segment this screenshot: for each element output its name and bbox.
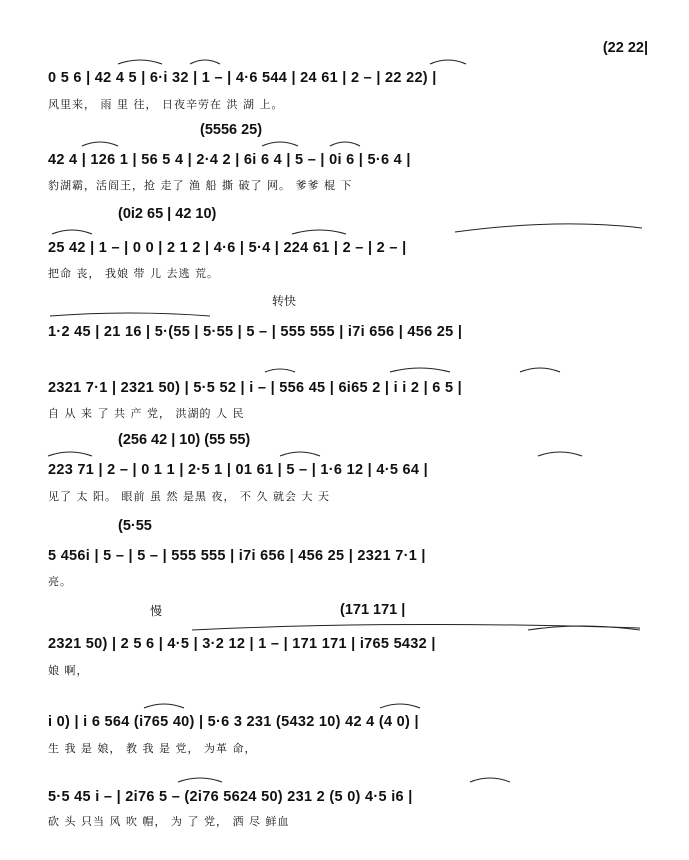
row-2-notes: 42 4 | 126 1 | 56 5 4 | 2·4 2 | 6i 6 4 | 5 – | 0i 6 | 5·6 4 | bbox=[48, 152, 411, 168]
row-1-accompaniment: (22 22| bbox=[602, 40, 648, 56]
row-7-notes: 5 456i | 5 – | 5 – | 555 555 | i7i 656 | 456 25 | 2321 7·1 | bbox=[48, 548, 426, 564]
row-10-lyrics: 砍 头 只当 风 吹 帽， 为 了 党， 洒 尽 鲜血 bbox=[48, 815, 290, 828]
row-5-notes: 2321 7·1 | 2321 50) | 5·5 52 | i – | 556 45 | 6i65 2 | i i 2 | 6 5 | bbox=[48, 380, 463, 396]
row-8-notes: 2321 50) | 2 5 6 | 4·5 | 3·2 12 | 1 – | 171 171 | i765 5432 | bbox=[48, 636, 436, 652]
row-6-accompaniment: (256 42 | 10) (55 55) bbox=[118, 432, 251, 448]
row-8-accompaniment: (171 171 | bbox=[340, 602, 406, 618]
row-2-lyrics: 豹湖霸，活阎王，抢 走了 渔 船 撕 破了 网。 爹爹 棍 下 bbox=[48, 179, 353, 192]
row-3-lyrics: 把命 丧， 我娘 带 儿 去逃 荒。 bbox=[48, 267, 219, 280]
tempo-mark-slow: 慢 bbox=[150, 604, 163, 618]
row-9-notes: i 0) | i 6 564 (i765 40) | 5·6 3 231 (5432 10) 42 4 (4 0) | bbox=[48, 714, 419, 730]
row-5-lyrics: 自 从 来 了 共 产 党， 洪湖的 人 民 bbox=[48, 407, 245, 420]
row-6-notes: 223 71 | 2 – | 0 1 1 | 2·5 1 | 01 61 | 5 – | 1·6 12 | 4·5 64 | bbox=[48, 462, 428, 478]
row-2-accompaniment: (5556 25) bbox=[200, 122, 263, 138]
row-7-lyrics: 亮。 bbox=[48, 575, 72, 588]
row-7-accompaniment: (5·55 bbox=[118, 518, 152, 534]
row-4-notes: 1·2 45 | 21 16 | 5·(55 | 5·55 | 5 – | 555 555 | i7i 656 | 456 25 | bbox=[48, 324, 463, 340]
row-10-notes: 5·5 45 i – | 2i76 5 – (2i76 5624 50) 231 2 (5 0) 4·5 i6 | bbox=[48, 789, 413, 805]
row-3-accompaniment: (0i2 65 | 42 10) bbox=[118, 206, 217, 222]
row-8-lyrics: 娘 啊， bbox=[48, 664, 89, 677]
tempo-mark-faster: 转快 bbox=[272, 294, 297, 308]
row-1-notes: 0 5 6 | 42 4 5 | 6·i 32 | 1 – | 4·6 544 | 24 61 | 2 – | 22 22) | bbox=[48, 70, 437, 86]
row-6-lyrics: 见了 太 阳。 眼前 虽 然 是黑 夜， 不 久 就会 大 天 bbox=[48, 490, 330, 503]
row-9-lyrics: 生 我 是 娘， 教 我 是 党， 为革 命， bbox=[48, 742, 257, 755]
row-3-notes: 25 42 | 1 – | 0 0 | 2 1 2 | 4·6 | 5·4 | 224 61 | 2 – | 2 – | bbox=[48, 240, 407, 256]
row-1-lyrics: 风里来， 雨 里 往， 日夜辛劳在 洪 湖 上。 bbox=[48, 98, 284, 111]
